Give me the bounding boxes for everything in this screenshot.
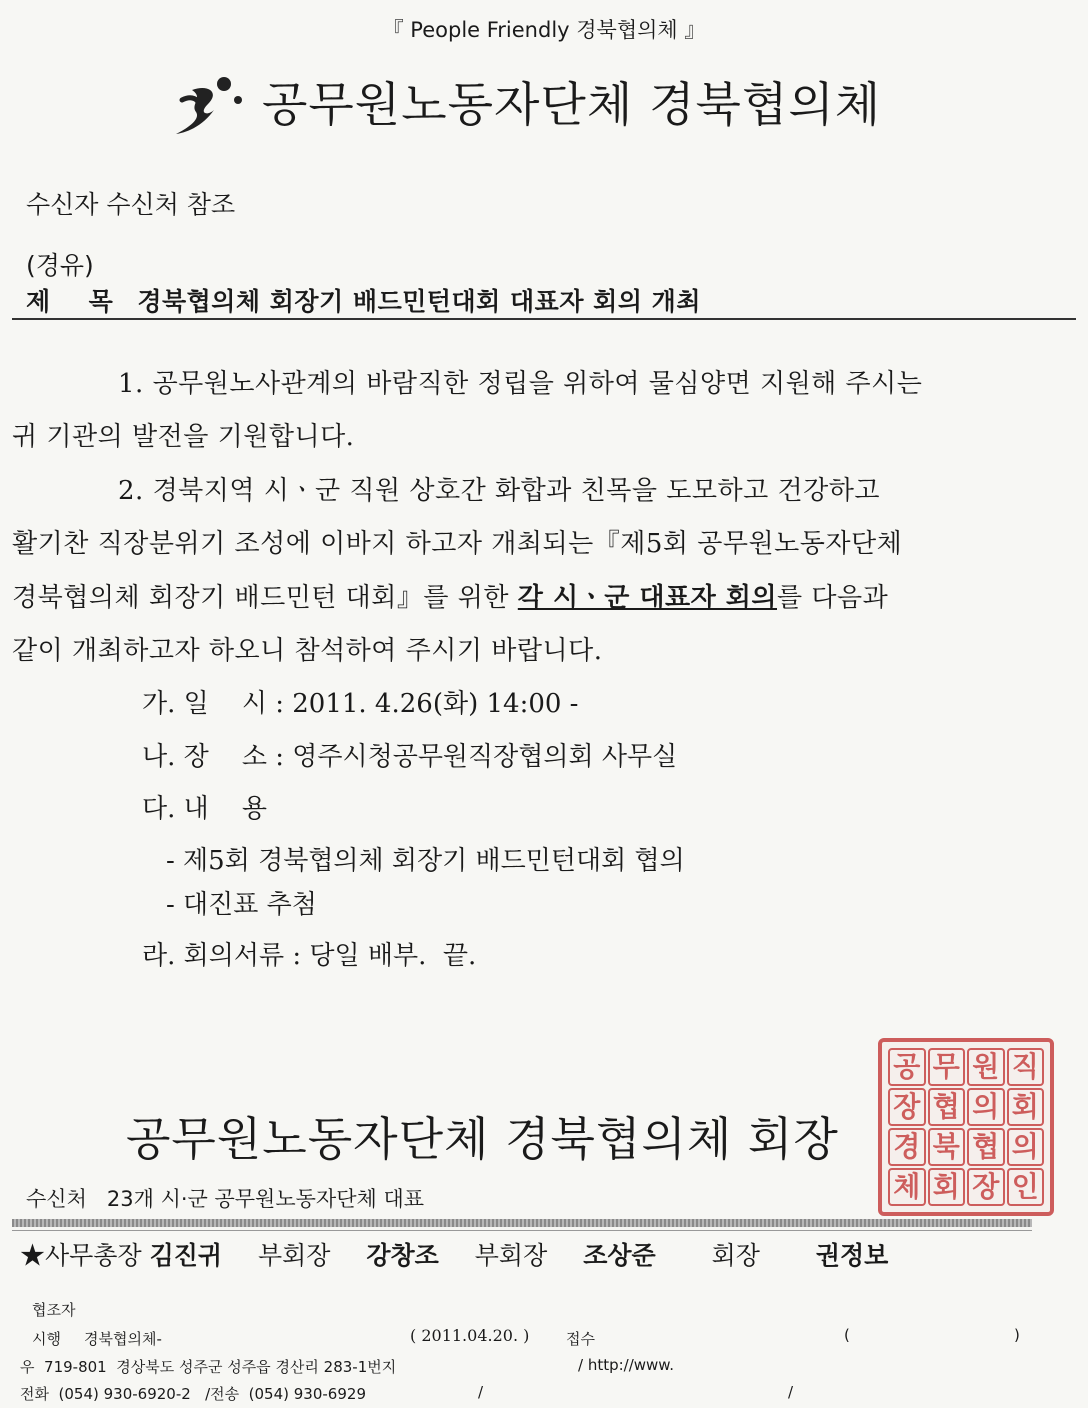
signature-row	[20, 1236, 888, 1272]
item-location	[142, 736, 677, 773]
item-content-sub-1: - 제5회 경북협의체 회장기 배드민턴대회 협의	[166, 846, 685, 876]
signature-role-vice-2: 부회장	[474, 1241, 548, 1270]
paragraph-2-line-3-pre: 경북협의체 회장기 배드민턴 대회』를 위한	[12, 583, 510, 613]
paragraph-2-line-4: 같이 개최하고자 하오니 참석하여 주시기 바랍니다.	[12, 636, 603, 666]
address-line: 우 719-801 경상북도 성주군 성주읍 경산리 283-1번지	[20, 1358, 397, 1376]
slogan: 『 People Friendly 경북협의체 』	[382, 18, 706, 42]
item-documents	[142, 935, 476, 972]
homepage-url: / http://www.	[578, 1356, 674, 1374]
item-content-sub-2: - 대진표 추첨	[166, 890, 317, 920]
receipt-paren-close: )	[1014, 1326, 1020, 1344]
enforce-date: ( 2011.04.20. )	[410, 1326, 530, 1345]
footer-divider-thick	[12, 1219, 1032, 1227]
signature-role-vice-1: 부회장	[257, 1241, 331, 1270]
item-documents-value: 당일 배부. 끝.	[309, 941, 477, 971]
item-location-value: 영주시청공무원직장협의회 사무실	[292, 742, 678, 772]
seal-char: 직	[1007, 1048, 1045, 1086]
meeting-highlight: 각 시ㆍ군 대표자 회의	[517, 583, 777, 613]
subject-label-1: 제	[26, 287, 51, 316]
seal-char: 인	[1007, 1168, 1045, 1206]
cooperator-label: 협조자	[32, 1301, 76, 1319]
paragraph-2-line-2: 활기찬 직장분위기 조성에 이바지 하고자 개최되는『제5회 공무원노동자단체	[12, 529, 903, 559]
seal-char: 경	[888, 1128, 926, 1166]
running-figure-logo-icon	[168, 70, 248, 140]
footer-divider-thin	[12, 1230, 1032, 1231]
seal-char: 회	[1007, 1088, 1045, 1126]
seal-char: 무	[928, 1048, 966, 1086]
signature-role-secretary: ★사무총장	[20, 1241, 142, 1270]
enforce-label: 시행	[32, 1330, 61, 1348]
phone-fax-line: 전화 (054) 930-6920-2 /전송 (054) 930-6929	[20, 1385, 366, 1403]
item-content-label: 다. 내 용	[142, 794, 267, 824]
organization-title: 공무원노동자단체 경북협의체	[262, 78, 882, 133]
receipt-paren-open: (	[844, 1326, 850, 1344]
seal-char: 장	[967, 1168, 1005, 1206]
item-location-label: 나. 장 소 :	[142, 742, 284, 772]
item-documents-label: 라. 회의서류 :	[142, 941, 302, 971]
subject-label-2: 목	[88, 287, 114, 316]
seal-char: 협	[928, 1088, 966, 1126]
receipt-label: 접수	[566, 1330, 595, 1348]
signature-name-1: 김진귀	[149, 1241, 223, 1270]
enforce-value: 경북협의체-	[84, 1330, 162, 1348]
seal-char: 원	[967, 1048, 1005, 1086]
item-datetime	[142, 683, 578, 720]
email-slash: /	[478, 1383, 484, 1401]
subject-divider	[12, 318, 1076, 320]
seal-char: 의	[1007, 1128, 1045, 1166]
disclosure-slash: /	[788, 1383, 794, 1401]
subject-text: 경북협의체 회장기 배드민턴대회 대표자 회의 개최	[137, 287, 701, 316]
signature-name-2: 강창조	[366, 1241, 439, 1270]
paragraph-2-line-1: 2. 경북지역 시ㆍ군 직원 상호간 화합과 친목을 도모하고 건강하고	[118, 476, 880, 506]
seal-char: 의	[967, 1088, 1005, 1126]
seal-char: 장	[888, 1088, 926, 1126]
seal-char: 공	[888, 1048, 926, 1086]
recipient-field: 수신자 수신처 참조	[26, 190, 236, 219]
paragraph-2-line-3-post: 를 다음과	[777, 583, 889, 613]
paragraph-1-line-1: 1. 공무원노사관계의 바람직한 정립을 위하여 물심양면 지원해 주시는	[118, 369, 923, 399]
signature-name-3: 조상준	[583, 1241, 656, 1270]
signature-name-4: 권정보	[815, 1241, 889, 1270]
item-datetime-value: 2011. 4.26(화) 14:00 -	[292, 689, 579, 719]
seal-char: 협	[967, 1128, 1005, 1166]
paragraph-2-line-3	[12, 577, 888, 614]
sender-title: 공무원노동자단체 경북협의체 회장	[126, 1112, 839, 1166]
official-seal-stamp	[878, 1038, 1054, 1216]
signature-role-chair: 회장	[711, 1241, 760, 1270]
paragraph-1-line-2: 귀 기관의 발전을 기원합니다.	[12, 422, 355, 452]
subject-line	[26, 282, 701, 318]
item-datetime-label: 가. 일 시 :	[142, 689, 284, 719]
via-field: (경유)	[26, 251, 94, 280]
recipient-list: 수신처 23개 시·군 공무원노동자단체 대표	[26, 1187, 425, 1211]
seal-char: 체	[888, 1168, 926, 1206]
seal-char: 북	[928, 1128, 966, 1166]
seal-char: 회	[928, 1168, 966, 1206]
